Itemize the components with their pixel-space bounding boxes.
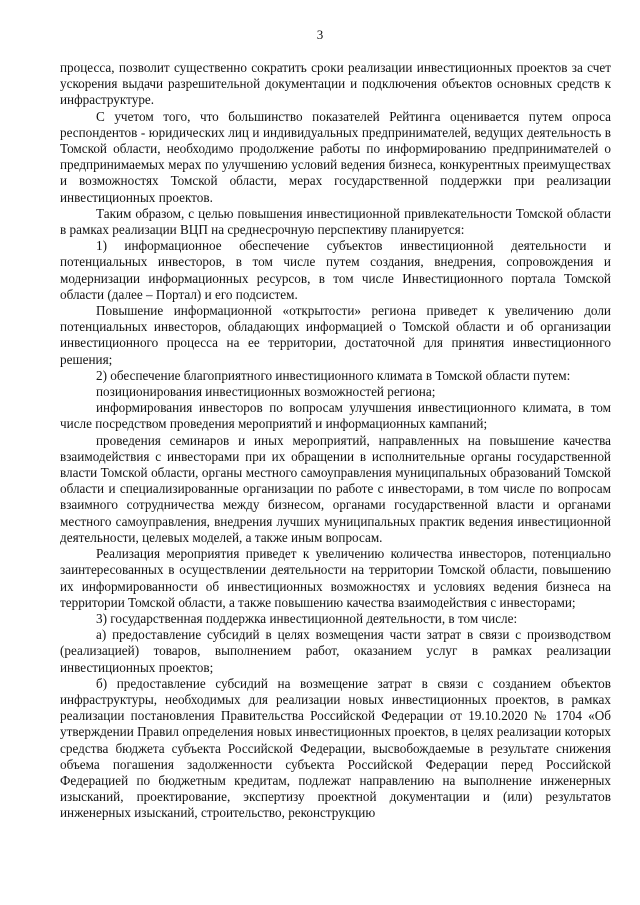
paragraph-item-3: 3) государственная поддержка инвестиционной деятельности, в том числе: [96,610,518,626]
paragraph-result: Реализация мероприятия приведет к увеличению количества инвесторов, потенциально заинтересованных в осуществлении деятельности на территории Томской области, повышению их информированности об инвестиционных возможностях и условиях ведения бизнеса на территории Томской области, а также повышению качества взаимодействия с инвесторами; [60,546,611,610]
paragraph-plan-intro: Таким образом, с целью повышения инвестиционной привлекательности Томской области в рамках реализации ВЦП на среднесрочную перспективу планируется: [60,205,611,238]
paragraph-item-3b: б) предоставление субсидий на возмещение затрат в связи с созданием объектов инфраструктуры, необходимых для реализации новых инвестиционных проектов, в рамках реализации постановления Правительства Российской Федерации от 19.10.2020 № 1704 «Об утверждении Правил определения новых инвестиционных проектов, в целях реализации которых средства бюджета субъекта Российской Федерации, высвобождаемые в результате снижения объема погашения задолженности субъекта Российской Федерации перед Российской Федерацией по бюджетным кредитам, подлежат направлению на выполнение инженерных изысканий, проектирование, экспертизу проектной документации и (или) результатов инженерных изысканий, строительство, реконструкцию [60,675,611,821]
paragraph-openness: Повышение информационной «открытости» региона приведет к увеличению доли потенциальных инвесторов, обладающих информацией о Томской области и об организации инвестиционного процесса на ее территории, достаточной для принятия инвестиционного решения; [60,303,611,367]
paragraph-item-2: 2) обеспечение благоприятного инвестиционного климата в Томской области путем: [96,367,571,383]
paragraph-seminars: проведения семинаров и иных мероприятий, направленных на повышение качества взаимодействия с инвесторами при их обращении в исполнительные органы государственной власти Томской области, органы местного самоуправления муниципальных образований Томской области и специализированные организации по работе с инвесторами, в том числе по вопросам взаимного сотрудничества между бизнесом, органами государственной власти и органами местного самоуправления, внедрения лучших муниципальных практик ведения инвестиционной деятельности, целевых моделей, а также иным вопросам. [60,432,611,545]
paragraph-informing: информирования инвесторов по вопросам улучшения инвестиционного климата, в том числе посредством проведения мероприятий и информационных кампаний; [60,400,611,432]
paragraph-item-3a: а) предоставление субсидий в целях возмещения части затрат в связи с производством (реализацией) товаров, выполнением работ, оказанием услуг в рамках реализации инвестиционных проектов; [60,627,611,675]
document-body [60,60,611,822]
paragraph-continuation: процесса, позволит существенно сократить сроки реализации инвестиционных проектов за счет ускорения выдачи разрешительной документации и подключения объектов основных средств к инфраструктуре. [60,60,611,108]
paragraph-rating-survey: С учетом того, что большинство показателей Рейтинга оценивается путем опроса респондентов - юридических лиц и индивидуальных предпринимателей, ведущих деятельность в Томской области, необходимо продолжение работы по информированию предпринимателей о предпринимаемых мерах по улучшению условий ведения бизнеса, конкурентных преимуществах и возможностях Томской области, мерах государственной поддержки при реализации инвестиционных проектов. [60,108,611,205]
page-number: 3 [316,27,324,42]
paragraph-positioning: позиционирования инвестиционных возможностей региона; [96,384,436,400]
paragraph-item-1: 1) информационное обеспечение субъектов инвестиционной деятельности и потенциальных инвесторов, в том числе путем создания, внедрения, сопровождения и модернизации информационных ресурсов, в том числе Инвестиционного портала Томской области (далее – Портал) и его подсистем. [60,238,611,302]
